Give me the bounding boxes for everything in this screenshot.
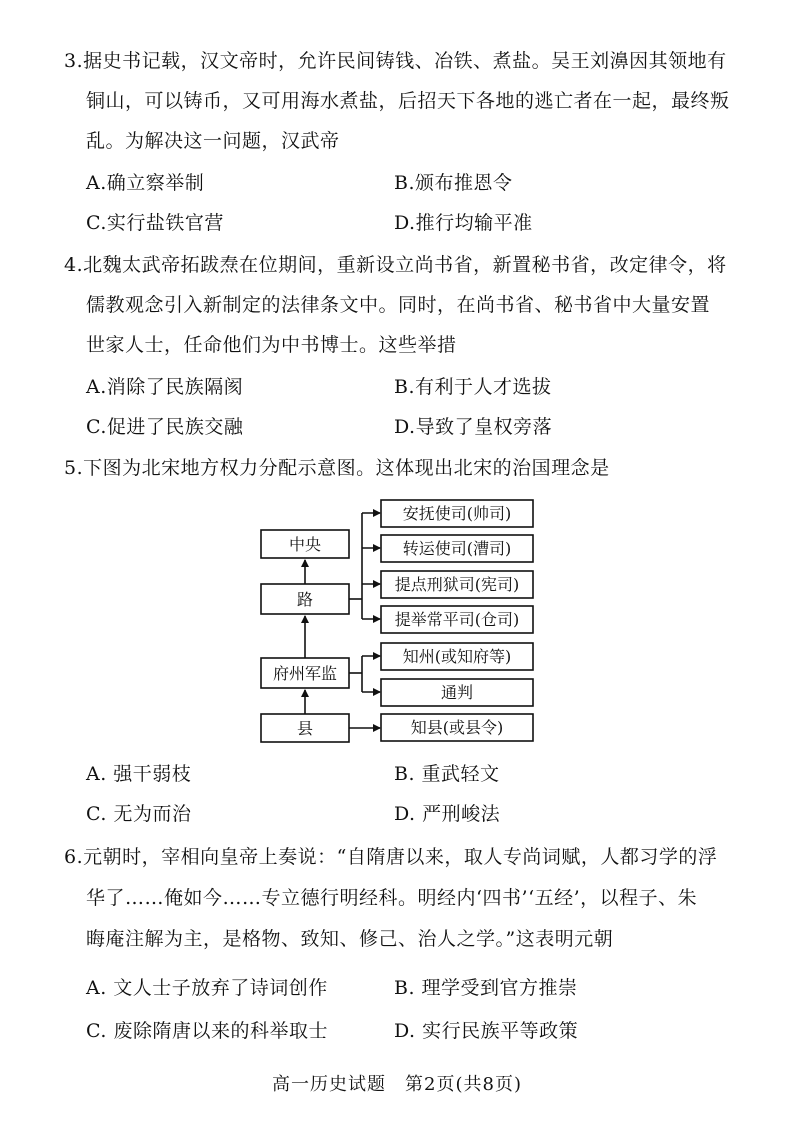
q6-option-d[interactable]: D. 实行民族平等政策 [394, 1020, 579, 1042]
q3-line-3: 乱。为解决这一问题，汉武帝 [86, 130, 340, 152]
q4-line-2: 儒教观念引入新制定的法律条文中。同时，在尚书省、秘书省中大量安置 [86, 294, 711, 316]
q6-option-c[interactable]: C. 废除隋唐以来的科举取士 [86, 1020, 328, 1042]
label-zhixian: 知县(或县令) [410, 718, 504, 737]
q4-option-b[interactable]: B.有利于人才选拔 [394, 376, 552, 398]
label-tiju: 提举常平司(仓司) [394, 610, 520, 629]
label-tidian: 提点刑狱司(宪司) [394, 575, 520, 594]
q6-option-a[interactable]: A. 文人士子放弃了诗词创作 [86, 977, 328, 999]
q6-line-3: 晦庵注解为主，是格物、致知、修己、治人之学。”这表明元朝 [86, 928, 614, 950]
q6-line-2: 华了……俺如今……专立德行明经科。明经内‘四书’‘五经’，以程子、朱 [86, 887, 698, 909]
q6-option-b[interactable]: B. 理学受到官方推崇 [394, 977, 578, 999]
song-power-diagram [0, 492, 794, 752]
label-lu: 路 [296, 590, 314, 609]
q5-option-a[interactable]: A. 强干弱枝 [86, 763, 192, 785]
label-center: 中央 [288, 535, 322, 554]
q6-line-1: 6.元朝时，宰相向皇帝上奏说：“自隋唐以来，取人专尚词赋，人都习学的浮 [64, 846, 718, 868]
label-xian: 县 [296, 719, 314, 738]
label-anfu: 安抚使司(帅司) [402, 504, 512, 523]
q4-option-c[interactable]: C.促进了民族交融 [86, 416, 244, 438]
q5-option-d[interactable]: D. 严刑峻法 [394, 803, 501, 825]
q3-option-c[interactable]: C.实行盐铁官营 [86, 212, 224, 234]
q4-line-1: 4.北魏太武帝拓跋焘在位期间，重新设立尚书省，新置秘书省，改定律令，将 [64, 254, 727, 276]
q5-option-b[interactable]: B. 重武轻文 [394, 763, 500, 785]
q3-option-d[interactable]: D.推行均输平准 [394, 212, 533, 234]
label-zhuanyun: 转运使司(漕司) [402, 539, 512, 558]
page-footer: 高一历史试题 第2页(共8页) [272, 1074, 522, 1095]
q4-option-d[interactable]: D.导致了皇权旁落 [394, 416, 553, 438]
q4-option-a[interactable]: A.消除了民族隔阂 [86, 376, 244, 398]
q3-line-2: 铜山，可以铸币，又可用海水煮盐，后招天下各地的逃亡者在一起，最终叛 [86, 90, 730, 112]
q5-option-c[interactable]: C. 无为而治 [86, 803, 192, 825]
q4-line-3: 世家人士，任命他们为中书博士。这些举措 [86, 334, 457, 356]
q3-option-b[interactable]: B.颁布推恩令 [394, 172, 513, 194]
label-fuzhou: 府州军监 [272, 664, 338, 683]
label-zhizhou: 知州(或知府等) [402, 647, 512, 666]
q5-line-1: 5.下图为北宋地方权力分配示意图。这体现出北宋的治国理念是 [64, 457, 610, 479]
q3-option-a[interactable]: A.确立察举制 [86, 172, 205, 194]
label-tongpan: 通判 [440, 683, 474, 702]
q3-line-1: 3.据史书记载，汉文帝时，允许民间铸钱、冶铁、煮盐。吴王刘濞因其领地有 [64, 50, 727, 72]
